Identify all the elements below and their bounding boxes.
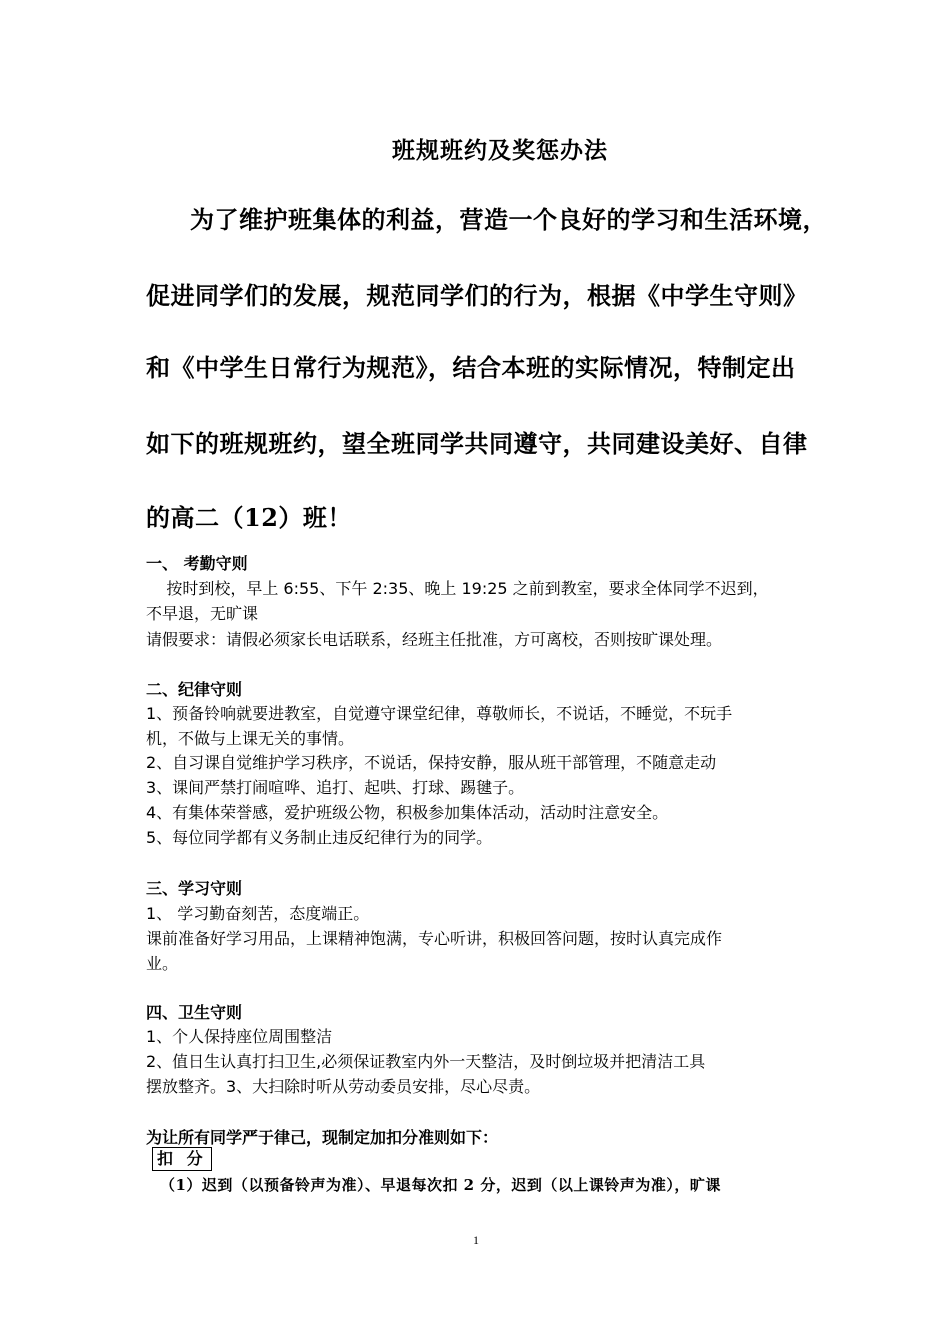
section-line: 1、 学习勤奋刻苦，态度端正。 bbox=[146, 904, 370, 923]
section-line: 2、值日生认真打扫卫生,必须保证教室内外一天整洁，及时倒垃圾并把清洁工具 bbox=[146, 1052, 706, 1071]
section-line: 按时到校，早上 6:55、下午 2:35、晚上 19:25 之前到教室，要求全体同学不迟到， bbox=[146, 579, 769, 598]
section-line: 2、自习课自觉维护学习秩序，不说话，保持安静，服从班干部管理，不随意走动 bbox=[146, 753, 717, 772]
section-line: 业。 bbox=[146, 954, 179, 973]
scoring-intro: 为让所有同学严于律己，现制定加扣分准则如下： bbox=[146, 1128, 499, 1147]
intro-line: 促进同学们的发展，规范同学们的行为，根据《中学生守则》 bbox=[146, 281, 808, 310]
section-heading-discipline: 二、纪律守则 bbox=[146, 680, 243, 699]
section-line: 课前准备好学习用品，上课精神饱满，专心听讲，积极回答问题，按时认真完成作 bbox=[146, 929, 723, 948]
section-line: 4、有集体荣誉感，爱护班级公物，积极参加集体活动，活动时注意安全。 bbox=[146, 803, 669, 822]
intro-line: 为了维护班集体的利益，营造一个良好的学习和生活环境， bbox=[190, 205, 827, 234]
section-line: 3、课间严禁打闹喧哗、追打、起哄、打球、踢毽子。 bbox=[146, 778, 525, 797]
section-line: 不早退，无旷课 bbox=[146, 604, 259, 623]
section-heading-attendance: 一、 考勤守则 bbox=[146, 554, 248, 573]
section-heading-hygiene: 四、卫生守则 bbox=[146, 1003, 243, 1022]
section-line: 请假要求：请假必须家长电话联系，经班主任批准，方可离校，否则按旷课处理。 bbox=[146, 630, 723, 649]
section-line: 机，不做与上课无关的事情。 bbox=[146, 729, 355, 748]
deduction-label-box: 扣 分 bbox=[152, 1147, 212, 1171]
intro-line: 和《中学生日常行为规范》，结合本班的实际情况，特制定出 bbox=[146, 353, 796, 382]
deduction-rule: （1）迟到（以预备铃声为准）、早退每次扣 2 分，迟到（以上课铃声为准），旷课 bbox=[160, 1176, 721, 1194]
section-line: 5、每位同学都有义务制止违反纪律行为的同学。 bbox=[146, 828, 493, 847]
section-line: 1、个人保持座位周围整洁 bbox=[146, 1027, 333, 1046]
section-line: 摆放整齐。3、大扫除时听从劳动委员安排，尽心尽责。 bbox=[146, 1077, 541, 1096]
document-title: 班规班约及奖惩办法 bbox=[392, 137, 608, 164]
intro-line: 如下的班规班约，望全班同学共同遵守，共同建设美好、自律 bbox=[146, 429, 808, 458]
section-line: 1、预备铃响就要进教室，自觉遵守课堂纪律，尊敬师长，不说话，不睡觉，不玩手 bbox=[146, 704, 733, 723]
intro-line: 的高二（12）班！ bbox=[146, 503, 352, 532]
page-number: 1 bbox=[473, 1233, 479, 1247]
section-heading-study: 三、学习守则 bbox=[146, 879, 243, 898]
